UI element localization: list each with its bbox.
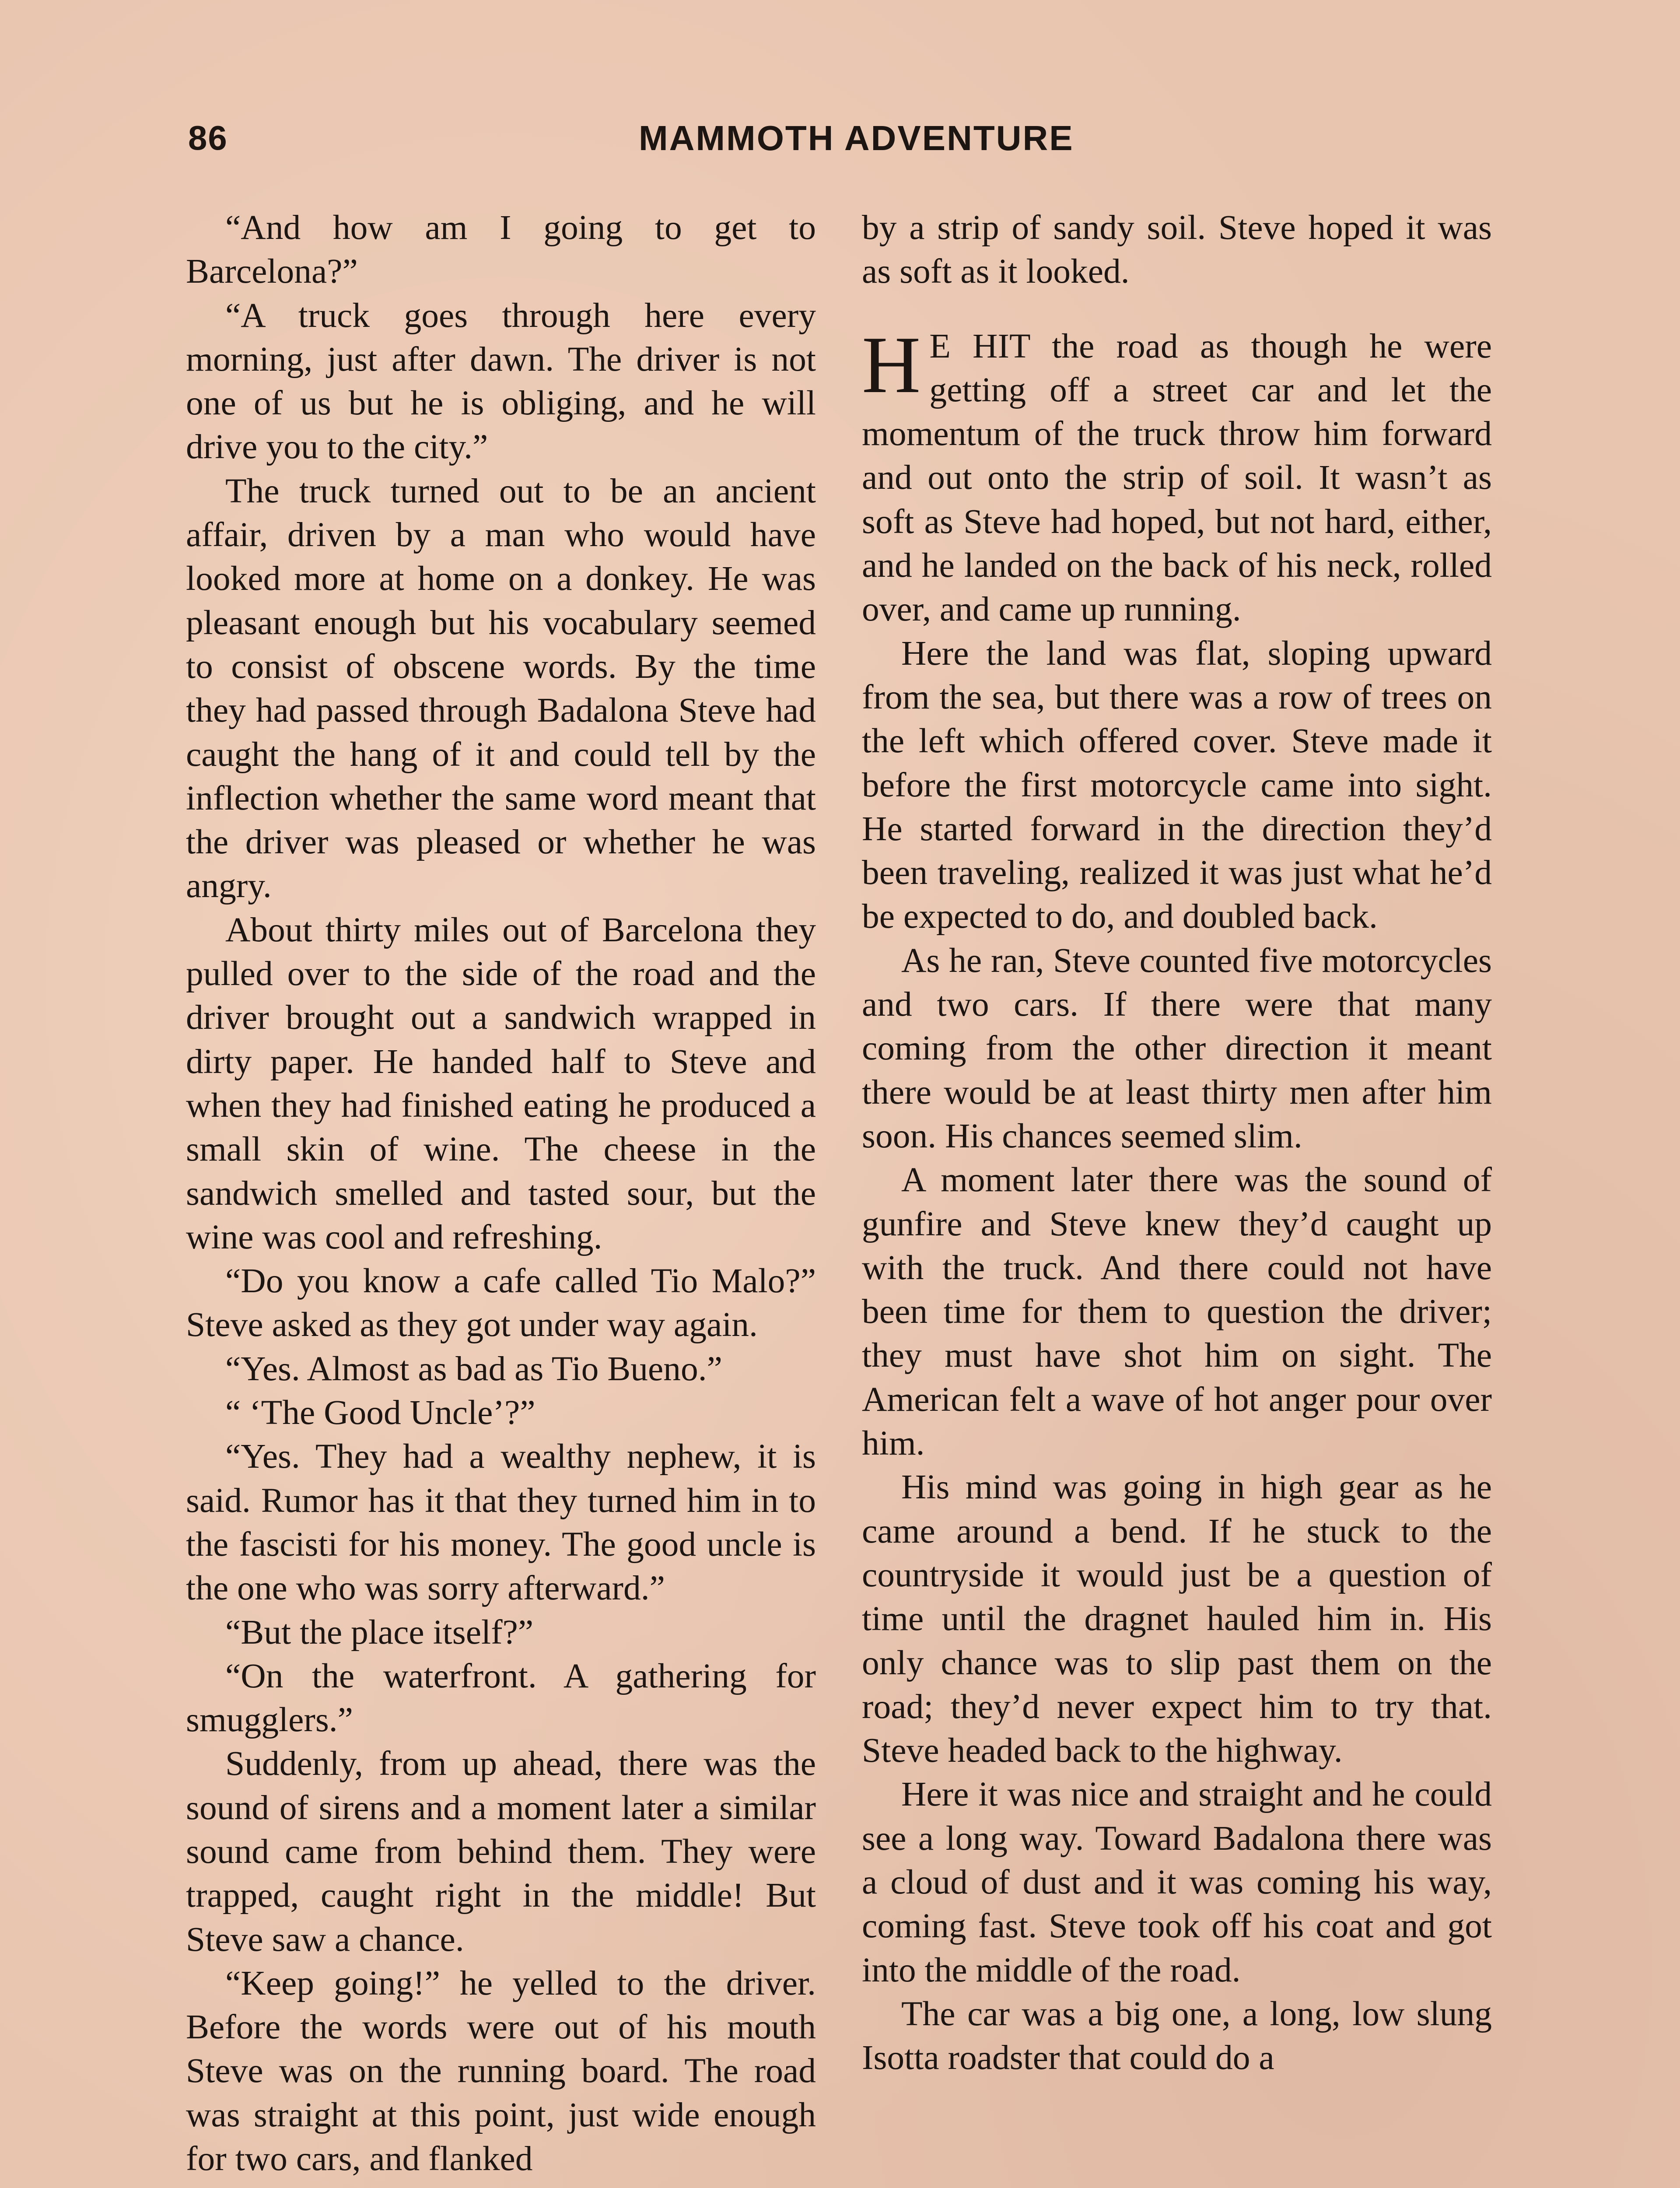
- page-header: [0, 118, 1680, 171]
- paragraph: About thirty miles out of Barcelona they pulled over to the side of the road and the driver brought out a sandwich wrapped in dirty paper. He handed half to Steve and when they had finished eating he produced a small skin of wine. The cheese in the sandwich smelled and tasted sour, but the wine was cool and refreshing.: [186, 910, 816, 1256]
- continuation-paragraph: by a strip of sandy soil. Steve hoped it was as soft as it looked.: [862, 208, 1492, 291]
- paragraph: A moment later there was the sound of gunfire and Steve knew they’d caught up with the truck. And there could not have been time for them to question the driver; they must have shot him on sight. The American felt a wave of hot anger pour over him.: [862, 1161, 1492, 1463]
- section-opening-text: E HIT the road as though he were getting off a street car and let the momentum of the truck throw him forward and out onto the strip of soil. It wasn’t as soft as Steve had hoped, but not hard, either, and he landed on the back of his neck, rolled over, and came up running.: [862, 326, 1492, 629]
- paragraph: The truck turned out to be an ancient affair, driven by a man who would have looked more at home on a donkey. He was pleasant enough but his vocabulary seemed to consist of obscene words. By the time they had passed through Badalona Steve had caught the hang of it and could tell by the inflection whether the same word meant that the driver was pleased or whether he was angry.: [186, 471, 816, 905]
- paragraph: As he ran, Steve counted five motorcycles and two cars. If there were that many coming from the other direction it meant there would be at least thirty men after him soon. His chances seemed slim.: [862, 941, 1492, 1155]
- paragraph: His mind was going in high gear as he came around a bend. If he stuck to the countryside it would just be a question of time until the dragnet hauled him in. His only chance was to slip past them on the road; they’d never expect him to try that. Steve headed back to the highway.: [862, 1468, 1492, 1770]
- paragraph: “Keep going!” he yelled to the driver. Before the words were out of his mouth Steve was on the running board. The road was straight at this point, just wide enough for two cars, and flanked: [186, 1964, 816, 2178]
- right-column: [862, 206, 1492, 2079]
- paragraph: “But the place itself?”: [225, 1613, 534, 1652]
- paragraph: “Yes. Almost as bad as Tio Bueno.”: [225, 1349, 722, 1388]
- paragraph: “A truck goes through here every morning, just after dawn. The driver is not one of us but he is obliging, and he will drive you to the city.”: [186, 296, 816, 466]
- left-column: [186, 206, 816, 2181]
- paragraph: The car was a big one, a long, low slung Isotta roadster that could do a: [862, 1994, 1492, 2077]
- paragraph: Here it was nice and straight and he could see a long way. Toward Badalona there was a cloud of dust and it was coming his way, coming fast. Steve took off his coat and got into the middle of the road.: [862, 1775, 1492, 1989]
- paragraph: “Yes. They had a wealthy nephew, it is said. Rumor has it that they turned him in to the fascisti for his money. The good uncle is the one who was sorry afterward.”: [186, 1437, 816, 1608]
- paragraph: Suddenly, from up ahead, there was the sound of sirens and a moment later a similar sound came from behind them. They were trapped, caught right in the middle! But Steve saw a chance.: [186, 1744, 816, 1959]
- drop-cap: H: [862, 319, 921, 410]
- page-number: 86: [188, 119, 228, 157]
- paragraph: Here the land was flat, sloping upward from the sea, but there was a row of trees on the left which offered cover. Steve made it before the first motorcycle came into sight. He started forward in the direction they’d been traveling, realized it was just what he’d be expected to do, and doubled back.: [862, 634, 1492, 936]
- paragraph: “Do you know a cafe called Tio Malo?” Steve asked as they got under way again.: [186, 1262, 816, 1344]
- paragraph: “ ‘The Good Uncle’?”: [225, 1393, 536, 1432]
- running-title: MAMMOTH ADVENTURE: [639, 119, 1074, 158]
- paragraph: “On the waterfront. A gathering for smugglers.”: [186, 1656, 816, 1739]
- paragraph: “And how am I going to get to Barcelona?”: [186, 208, 816, 291]
- section-opening-paragraph: [862, 319, 1492, 631]
